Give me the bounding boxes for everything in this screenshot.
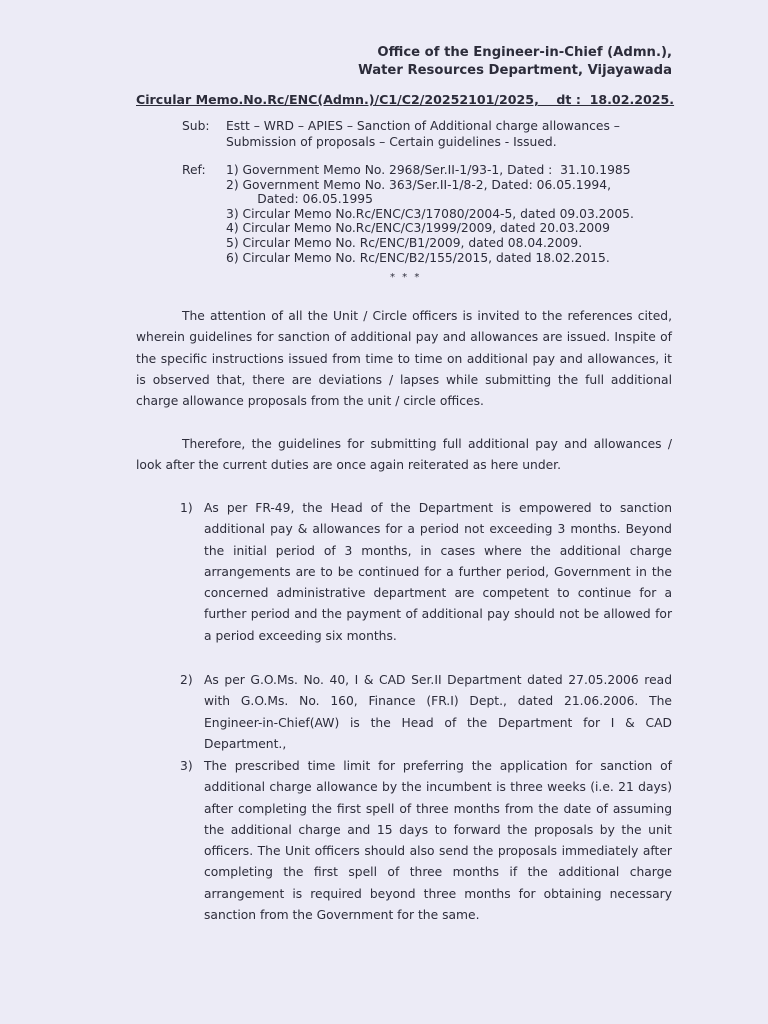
point-number: 2): [180, 673, 193, 687]
body-paragraph-therefore: Therefore, the guidelines for submitting full additional pay and allowances / look after the current duties are once again reiterated as here under.: [136, 437, 672, 473]
guideline-point-3: [180, 756, 672, 926]
section-separator: * * *: [390, 272, 422, 283]
reference-item: 2) Government Memo No. 363/Ser.II-1/8-2, Dated: 06.05.1994,: [226, 177, 611, 192]
subject-text: Estt – WRD – APIES – Sanction of Additional charge allowances – Submission of proposals – Certain guidelines - Issued.: [226, 119, 620, 149]
point-text: The prescribed time limit for preferring the application for sanction of additional charge allowance by the incumbent is three weeks (i.e. 21 days) after completing the first spell of three months from the date of assuming the additional charge and 15 days to forward the proposals by the unit officers. The Unit officers should also send the proposals immediately after completing the first spell of three months if the additional charge arrangement is required beyond three months for obtaining necessary sanction from the Government for the same.: [204, 759, 672, 923]
subject-label: Sub:: [182, 119, 210, 133]
body-paragraph-attention: The attention of all the Unit / Circle officers is invited to the references cited, wherein guidelines for sanction of additional pay and allowances are issued. Inspite of the specific instructions issued from time to time on additional pay and allowances, it is observed that, there are deviations / lapses while submitting the full additional charge allowance proposals from the unit / circle offices.: [136, 309, 672, 409]
office-header: [358, 44, 672, 79]
point-number: 1): [180, 501, 193, 515]
reference-item: 5) Circular Memo No. Rc/ENC/B1/2009, dated 08.04.2009.: [226, 235, 583, 250]
reference-label: Ref:: [182, 163, 206, 177]
guideline-point-1: [180, 498, 672, 647]
reference-list: [226, 163, 634, 265]
reference-item: 6) Circular Memo No. Rc/ENC/B2/155/2015, dated 18.02.2015.: [226, 250, 610, 265]
memo-number-line: Circular Memo.No.Rc/ENC(Admn.)/C1/C2/20252101/2025, dt : 18.02.2025.: [136, 92, 675, 107]
point-text: As per G.O.Ms. No. 40, I & CAD Ser.II Department dated 27.05.2006 read with G.O.Ms. No. 160, Finance (FR.I) Dept., dated 21.06.2006. The Engineer-in-Chief(AW) is the Head of the Department for I & CAD Department.,: [204, 673, 672, 751]
point-text: As per FR-49, the Head of the Department is empowered to sanction additional pay & allowances for a period not exceeding 3 months. Beyond the initial period of 3 months, in cases where the additional charge arrangements are to be continued for a further period, Government in the concerned administrative department are competent to continue for a further period and the payment of additional pay should not be allowed for a period exceeding six months.: [204, 501, 672, 643]
reference-item: Dated: 06.05.1995: [226, 192, 373, 207]
reference-item: 3) Circular Memo No.Rc/ENC/C3/17080/2004-5, dated 09.03.2005.: [226, 206, 634, 221]
reference-item: 1) Government Memo No. 2968/Ser.II-1/93-1, Dated : 31.10.1985: [226, 163, 631, 177]
office-header-line-2: Water Resources Department, Vijayawada: [358, 62, 672, 78]
guideline-point-2: [180, 670, 672, 755]
point-number: 3): [180, 759, 193, 773]
reference-item: 4) Circular Memo No.Rc/ENC/C3/1999/2009, dated 20.03.2009: [226, 221, 610, 236]
office-header-line-1: Office of the Engineer-in-Chief (Admn.),: [377, 45, 672, 60]
